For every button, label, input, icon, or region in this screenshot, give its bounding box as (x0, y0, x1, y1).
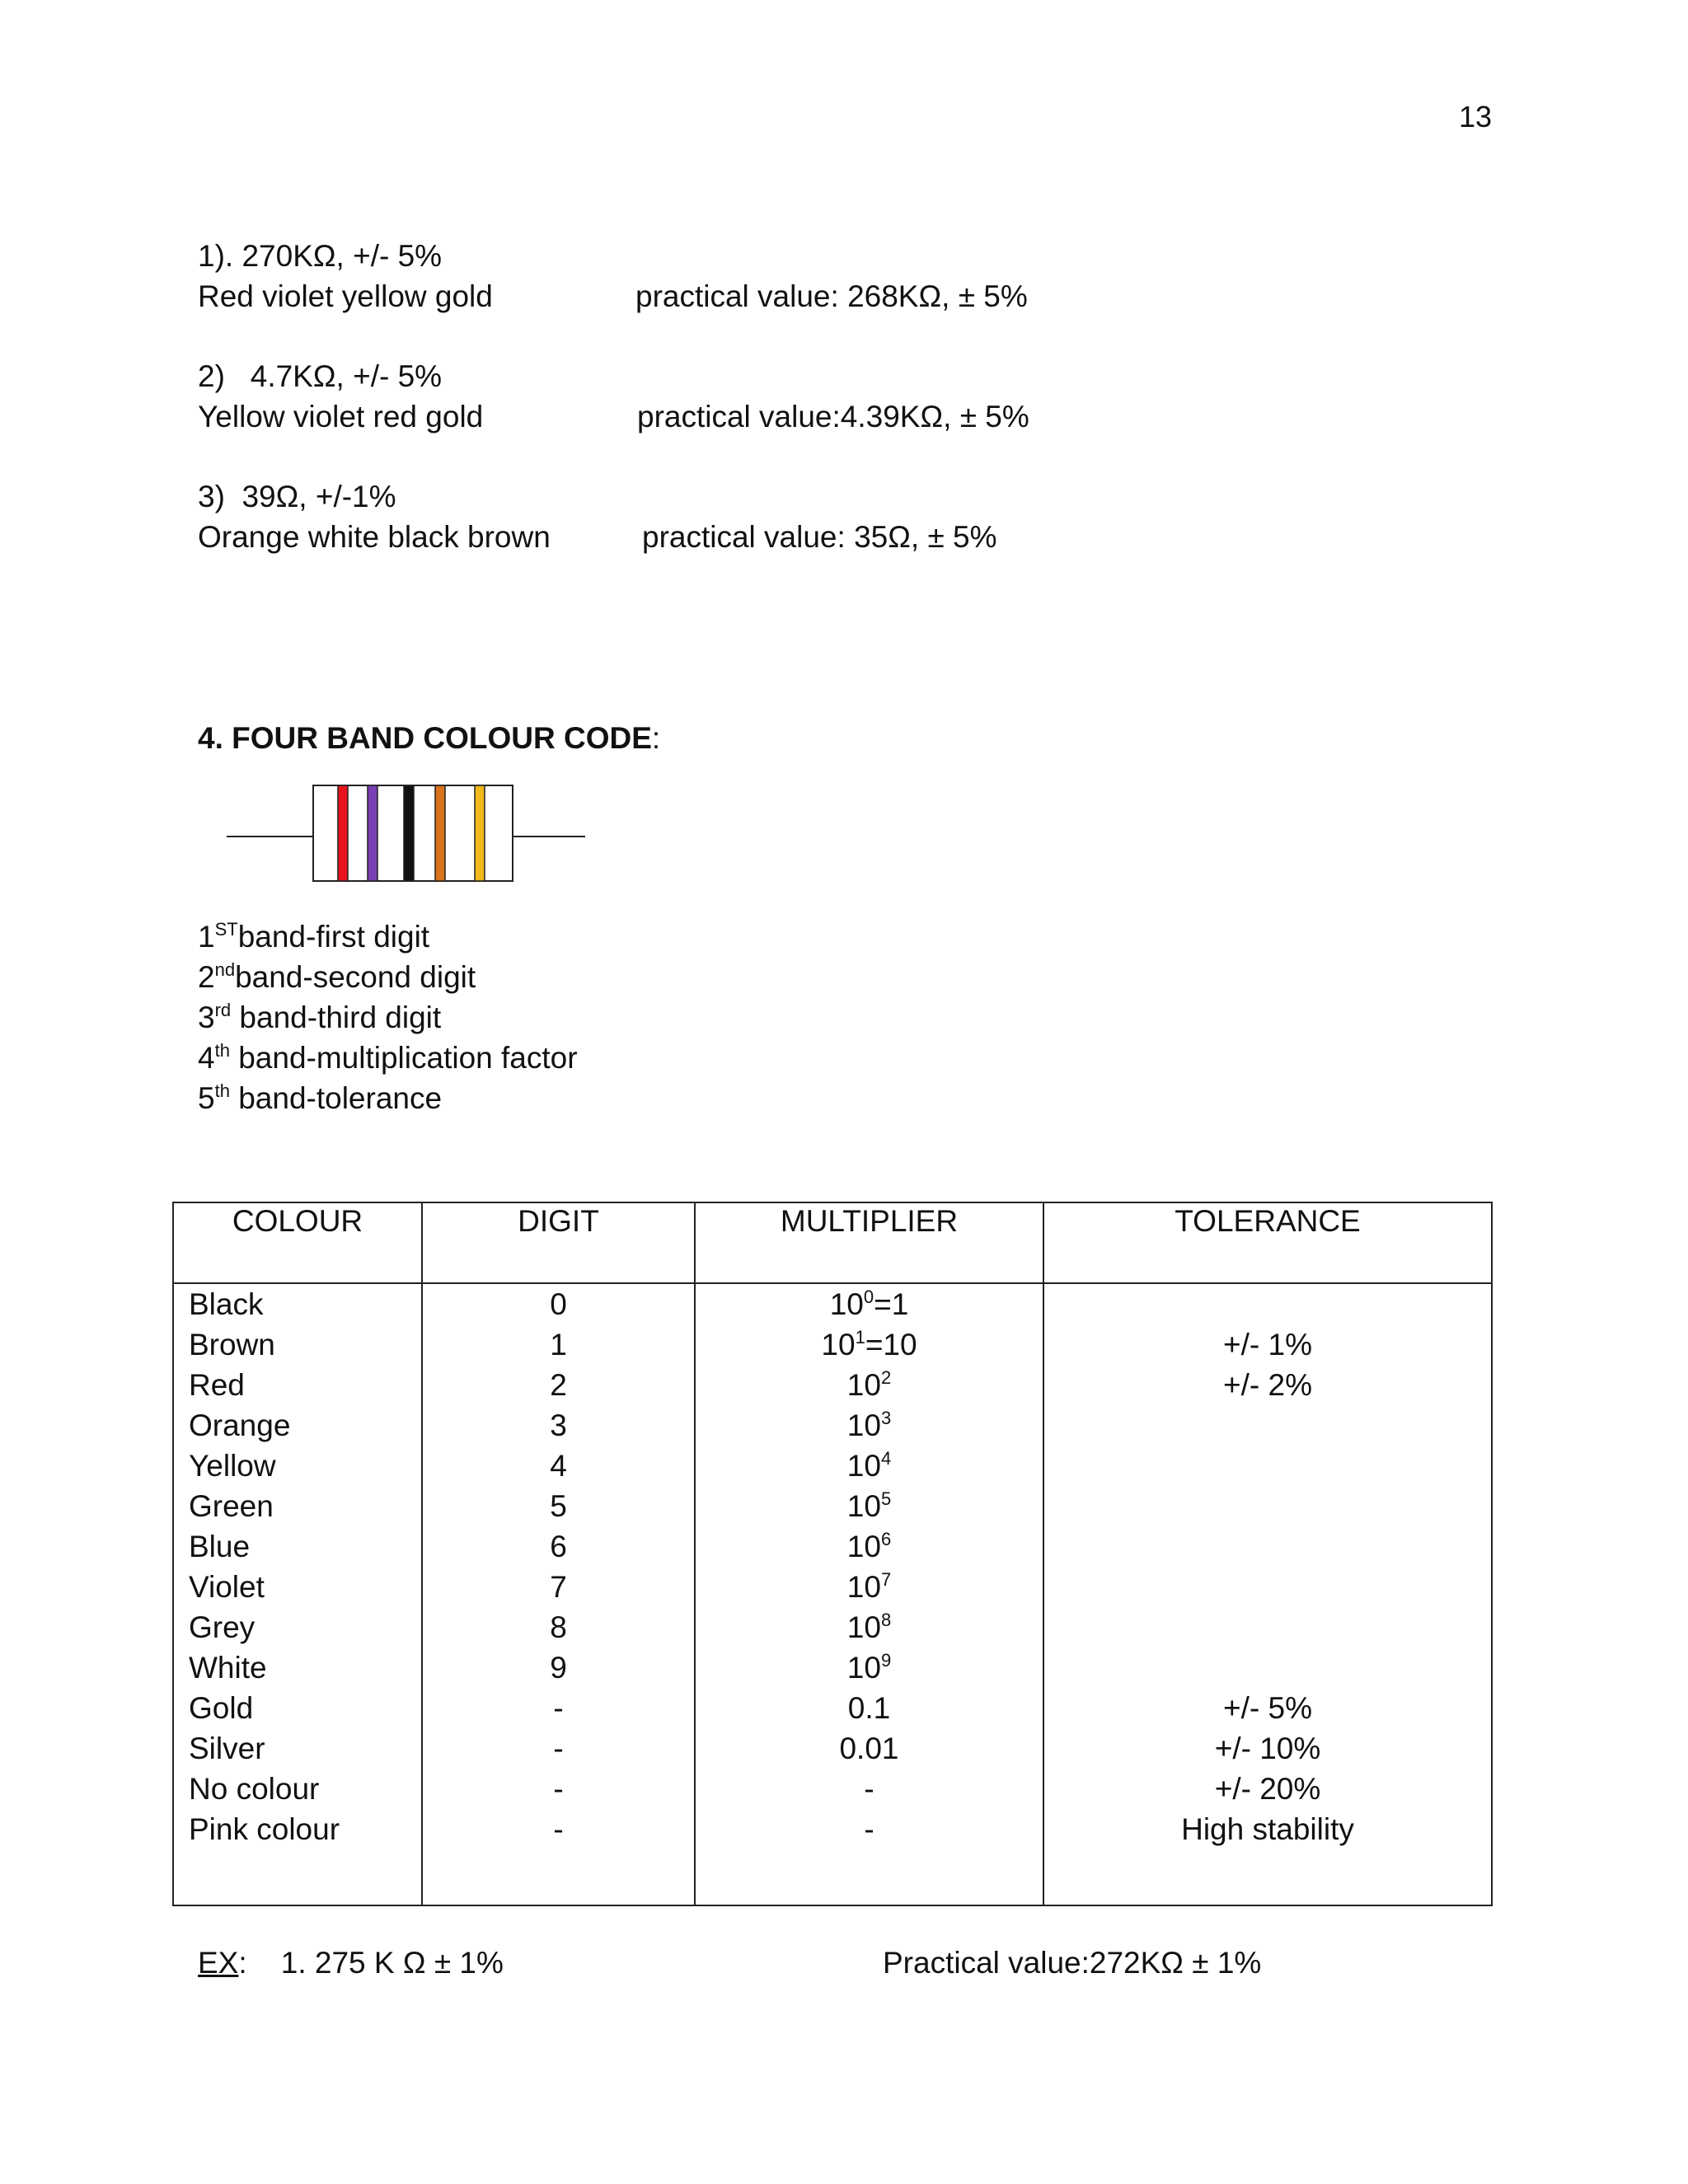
colour-cell: Silver (189, 1732, 265, 1765)
section-heading: 4. FOUR BAND COLOUR CODE: (198, 721, 661, 755)
digit-cell: 7 (550, 1570, 567, 1604)
digit-cell: 0 (550, 1287, 567, 1321)
band-description: 1STband-first digit (198, 919, 430, 954)
multiplier-cell: - (864, 1812, 874, 1846)
digit-cell: 2 (550, 1368, 567, 1402)
colour-cell: Gold (189, 1691, 254, 1725)
multiplier-cell: $10^9$ (846, 1650, 892, 1685)
tolerance-cell (1044, 1607, 1491, 1647)
resistor-band-1 (338, 785, 348, 881)
multiplier-cell: 0.01 (839, 1732, 899, 1765)
header-digit: DIGIT (422, 1202, 695, 1283)
colour-cell: Red (189, 1368, 245, 1402)
example-3-bands: Orange white black brown (198, 520, 551, 554)
example-3-value: 3) 39Ω, +/-1% (198, 480, 396, 513)
colour-cell: Pink colour (189, 1812, 340, 1846)
resistor-band-5 (475, 785, 485, 881)
resistor-band-3 (404, 785, 414, 881)
multiplier-cell: $10^5$ (846, 1488, 892, 1523)
multiplier-cell: $10^6$ (846, 1529, 892, 1563)
colour-cell: Grey (189, 1610, 256, 1644)
colour-cell: No colour (189, 1772, 320, 1806)
multiplier-cell: $10^3$ (846, 1408, 892, 1442)
digit-column (422, 1283, 695, 1905)
colour-cell: Brown (189, 1328, 275, 1361)
digit-cell: 4 (550, 1449, 567, 1483)
tolerance-cell: +/- 2% (1223, 1368, 1312, 1402)
multiplier-cell: $10^2$ (846, 1367, 892, 1402)
multiplier-column (695, 1283, 1043, 1905)
tolerance-cell: +/- 10% (1214, 1732, 1321, 1765)
tolerance-cell (1044, 1647, 1491, 1688)
colour-cell: Yellow (189, 1449, 276, 1483)
colour-cell: White (189, 1651, 267, 1685)
digit-cell: 5 (550, 1489, 567, 1523)
digit-cell: 9 (550, 1651, 567, 1685)
colour-cell: Black (189, 1287, 264, 1321)
tolerance-cell (1044, 1526, 1491, 1567)
page-number: 13 (1459, 100, 1493, 134)
tolerance-cell: +/- 1% (1223, 1328, 1312, 1361)
header-multiplier: MULTIPLIER (695, 1202, 1043, 1283)
tolerance-column (1043, 1283, 1492, 1905)
resistor-band-4 (435, 785, 445, 881)
colour-code-table (172, 1202, 1493, 1906)
example-2-value: 2) 4.7KΩ, +/- 5% (198, 359, 443, 393)
digit-cell: - (553, 1732, 564, 1765)
tolerance-cell: +/- 20% (1214, 1772, 1321, 1806)
example-3-practical: practical value: 35Ω, ± 5% (642, 520, 997, 554)
header-tolerance: TOLERANCE (1043, 1202, 1492, 1283)
colour-column (173, 1283, 422, 1905)
resistor-band-2 (368, 785, 377, 881)
digit-cell: 8 (550, 1610, 567, 1644)
digit-cell: - (553, 1772, 564, 1806)
digit-cell: - (553, 1691, 564, 1725)
multiplier-cell: $10^1=10$ (821, 1327, 917, 1361)
example-1-value: 1). 270KΩ, +/- 5% (198, 239, 443, 273)
colour-cell: Orange (189, 1408, 291, 1442)
exercise-line: EX: 1. 275 K Ω ± 1% (198, 1946, 504, 1980)
band-description: 5th band-tolerance (198, 1080, 443, 1115)
tolerance-cell: +/- 5% (1223, 1691, 1312, 1725)
multiplier-cell: - (864, 1772, 874, 1806)
multiplier-cell: $10^4$ (846, 1448, 892, 1483)
tolerance-cell (1044, 1405, 1491, 1446)
colour-cell: Violet (189, 1570, 265, 1604)
digit-cell: 1 (550, 1328, 567, 1361)
band-description: 4th band-multiplication factor (198, 1040, 578, 1075)
example-2-bands: Yellow violet red gold (198, 400, 484, 434)
colour-cell: Green (189, 1489, 274, 1523)
band-description: 3rd band-third digit (198, 1000, 442, 1034)
example-2-practical: practical value:4.39KΩ, ± 5% (637, 400, 1029, 434)
multiplier-cell: 0.1 (847, 1691, 891, 1725)
multiplier-cell: $10^7$ (846, 1569, 892, 1604)
exercise-label: EX (198, 1946, 239, 1980)
digit-cell: - (553, 1812, 564, 1846)
exercise-item: 1. 275 K Ω ± 1% (280, 1946, 504, 1980)
multiplier-cell: $10^8$ (846, 1610, 892, 1644)
header-colour: COLOUR (173, 1202, 422, 1283)
exercise-practical: Practical value:272KΩ ± 1% (883, 1946, 1262, 1980)
multiplier-cell: $10^0=1$ (829, 1286, 909, 1321)
digit-cell: 6 (550, 1530, 567, 1563)
band-description: 2ndband-second digit (198, 959, 476, 994)
tolerance-cell (1044, 1446, 1491, 1486)
example-1-practical: practical value: 268KΩ, ± 5% (635, 279, 1028, 313)
tolerance-cell: High stability (1181, 1812, 1354, 1846)
digit-cell: 3 (550, 1408, 567, 1442)
band-descriptions (198, 916, 578, 1118)
tolerance-cell (1044, 1486, 1491, 1526)
colour-cell: Blue (189, 1530, 251, 1563)
example-1-bands: Red violet yellow gold (198, 279, 493, 313)
resistor-diagram (223, 779, 593, 886)
tolerance-cell (1044, 1567, 1491, 1607)
tolerance-cell (1044, 1284, 1491, 1324)
